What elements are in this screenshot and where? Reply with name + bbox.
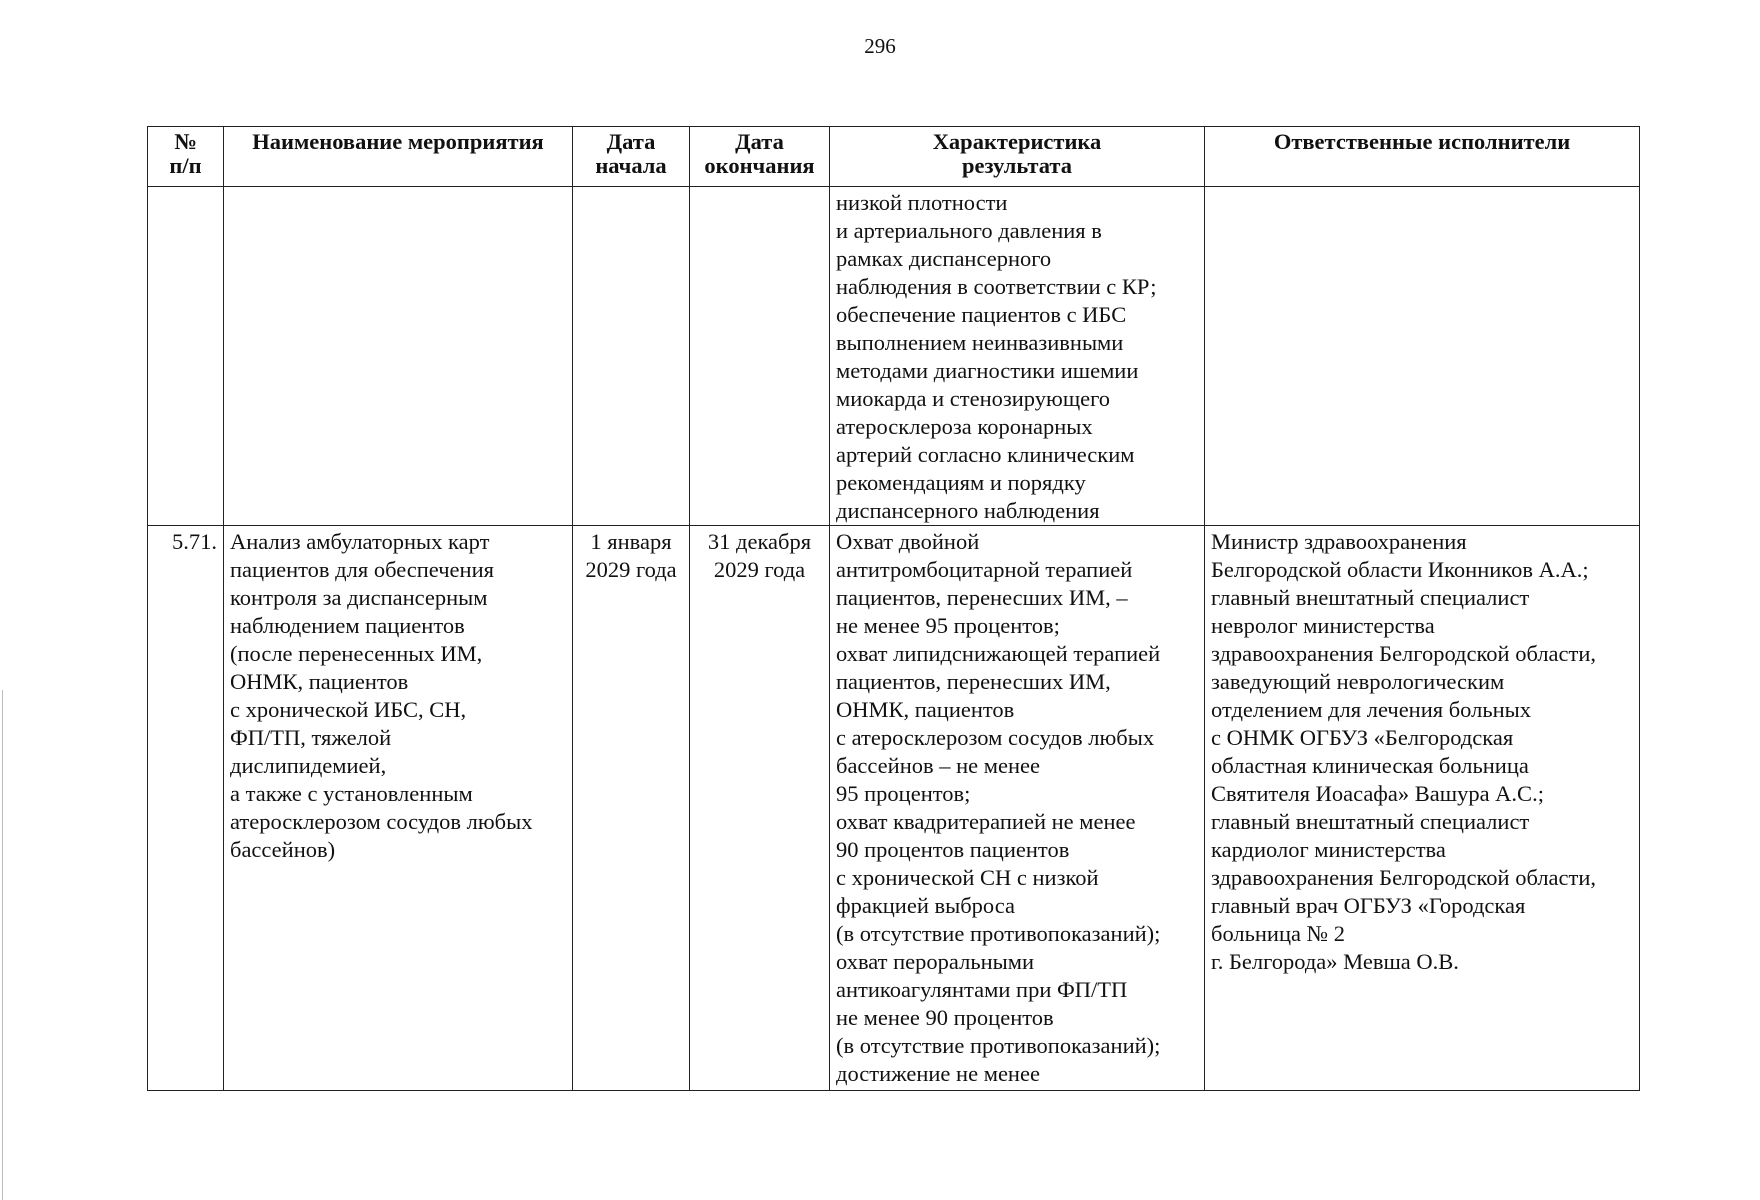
header-start-line-1: Дата xyxy=(606,129,656,154)
responsible-line: здравоохранения Белгородской области, xyxy=(1211,641,1597,666)
activity-line: наблюдением пациентов xyxy=(230,613,465,638)
result-line: с хронической СН с низкой xyxy=(836,865,1099,890)
responsible-line: областная клиническая больница xyxy=(1211,753,1529,778)
scan-edge-line xyxy=(2,690,3,1200)
activity-line: контроля за диспансерным xyxy=(230,585,488,610)
responsible-line: отделением для лечения больных xyxy=(1211,697,1532,722)
result-line: и артериального давления в xyxy=(836,218,1102,243)
result-line: бассейнов – не менее xyxy=(836,753,1041,778)
result-line: фракцией выброса xyxy=(836,893,1015,918)
responsible-line: Министр здравоохранения xyxy=(1211,529,1467,554)
start-date-line: 1 января xyxy=(590,529,672,554)
header-responsible-line: Ответственные исполнители xyxy=(1273,129,1571,154)
cell-responsible xyxy=(1205,526,1640,1091)
result-line: охват квадритерапией не менее xyxy=(836,809,1136,834)
result-line: Охват двойной xyxy=(836,529,980,554)
responsible-line: главный внештатный специалист xyxy=(1211,585,1530,610)
header-number xyxy=(148,127,224,187)
responsible-line: с ОНМК ОГБУЗ «Белгородская xyxy=(1211,725,1514,750)
header-start-date xyxy=(573,127,690,187)
activity-line: с хронической ИБС, СН, xyxy=(230,697,467,722)
activity-line: а также с установленным xyxy=(230,781,473,806)
activity-line: дислипидемией, xyxy=(230,753,387,778)
result-line: выполнением неинвазивными xyxy=(836,330,1124,355)
table-row-continuation xyxy=(148,187,1640,526)
cell-result xyxy=(830,187,1205,526)
result-line: с атеросклерозом сосудов любых xyxy=(836,725,1155,750)
result-line: обеспечение пациентов с ИБС xyxy=(836,302,1127,327)
cell-end-date xyxy=(690,187,830,526)
responsible-line: г. Белгорода» Мевша О.В. xyxy=(1211,949,1459,974)
result-line: атеросклероза коронарных xyxy=(836,414,1093,439)
responsible-line: Святителя Иоасафа» Вашура А.С.; xyxy=(1211,781,1544,806)
result-line: методами диагностики ишемии xyxy=(836,358,1139,383)
activity-line: бассейнов) xyxy=(230,837,336,862)
responsible-line: кардиолог министерства xyxy=(1211,837,1446,862)
header-activity-name xyxy=(224,127,573,187)
table-row-5-71 xyxy=(148,526,1640,1091)
header-result-line-2: результата xyxy=(962,153,1072,178)
result-line: низкой плотности xyxy=(836,190,1008,215)
result-line: охват пероральными xyxy=(836,949,1035,974)
header-result xyxy=(830,127,1205,187)
result-line: достижение не менее xyxy=(836,1061,1040,1086)
header-number-line-2: п/п xyxy=(169,153,202,178)
cell-number xyxy=(148,526,224,1091)
result-line: пациентов, перенесших ИМ, – xyxy=(836,585,1128,610)
cell-end-date xyxy=(690,526,830,1091)
result-line: миокарда и стенозирующего xyxy=(836,386,1111,411)
result-line: наблюдения в соответствии с КР; xyxy=(836,274,1157,299)
result-line: антикоагулянтами при ФП/ТП xyxy=(836,977,1128,1002)
header-number-line-1: № xyxy=(174,129,197,154)
result-line: артерий согласно клиническим xyxy=(836,442,1135,467)
result-line: рекомендациям и порядку xyxy=(836,470,1086,495)
cell-number xyxy=(148,187,224,526)
result-line: диспансерного наблюдения xyxy=(836,498,1100,523)
result-line: ОНМК, пациентов xyxy=(836,697,1015,722)
result-line: пациентов, перенесших ИМ, xyxy=(836,669,1111,694)
responsible-line: заведующий неврологическим xyxy=(1211,669,1505,694)
responsible-line: Белгородской области Иконников А.А.; xyxy=(1211,557,1589,582)
result-line: 90 процентов пациентов xyxy=(836,837,1070,862)
result-line: не менее 90 процентов xyxy=(836,1005,1054,1030)
activity-line: Анализ амбулаторных карт xyxy=(230,529,490,554)
cell-activity-name xyxy=(224,526,573,1091)
result-line: охват липидснижающей терапией xyxy=(836,641,1161,666)
cell-activity-name xyxy=(224,187,573,526)
start-date-line: 2029 года xyxy=(585,557,677,582)
responsible-line: невролог министерства xyxy=(1211,613,1435,638)
responsible-line: главный внештатный специалист xyxy=(1211,809,1530,834)
activity-line: ФП/ТП, тяжелой xyxy=(230,725,392,750)
header-end-date xyxy=(690,127,830,187)
cell-start-date xyxy=(573,187,690,526)
header-responsible xyxy=(1205,127,1640,187)
responsible-line: больница № 2 xyxy=(1211,921,1345,946)
cell-responsible xyxy=(1205,187,1640,526)
end-date-line: 2029 года xyxy=(713,557,806,582)
end-date-line: 31 декабря xyxy=(707,529,812,554)
cell-result xyxy=(830,526,1205,1091)
responsible-line: здравоохранения Белгородской области, xyxy=(1211,865,1597,890)
result-line: (в отсутствие противопоказаний); xyxy=(836,921,1161,946)
row-number: 5.71. xyxy=(172,529,217,554)
header-activity-name-line: Наименование мероприятия xyxy=(252,129,544,154)
header-result-line-1: Характеристика xyxy=(932,129,1102,154)
activity-line: ОНМК, пациентов xyxy=(230,669,409,694)
responsible-line: главный врач ОГБУЗ «Городская xyxy=(1211,893,1526,918)
header-start-line-2: начала xyxy=(595,153,667,178)
result-line: 95 процентов; xyxy=(836,781,971,806)
result-line: рамках диспансерного xyxy=(836,246,1052,271)
header-end-line-2: окончания xyxy=(704,153,815,178)
result-line: (в отсутствие противопоказаний); xyxy=(836,1033,1161,1058)
result-line: не менее 95 процентов; xyxy=(836,613,1060,638)
activity-line: атеросклерозом сосудов любых xyxy=(230,809,533,834)
cell-start-date xyxy=(573,526,690,1091)
header-end-line-1: Дата xyxy=(735,129,784,154)
activity-line: пациентов для обеспечения xyxy=(230,557,494,582)
table-header-row xyxy=(148,127,1640,187)
result-line: антитромбоцитарной терапией xyxy=(836,557,1133,582)
activity-line: (после перенесенных ИМ, xyxy=(230,641,483,666)
activities-table xyxy=(147,126,1640,1091)
page-number: 296 xyxy=(864,34,896,58)
